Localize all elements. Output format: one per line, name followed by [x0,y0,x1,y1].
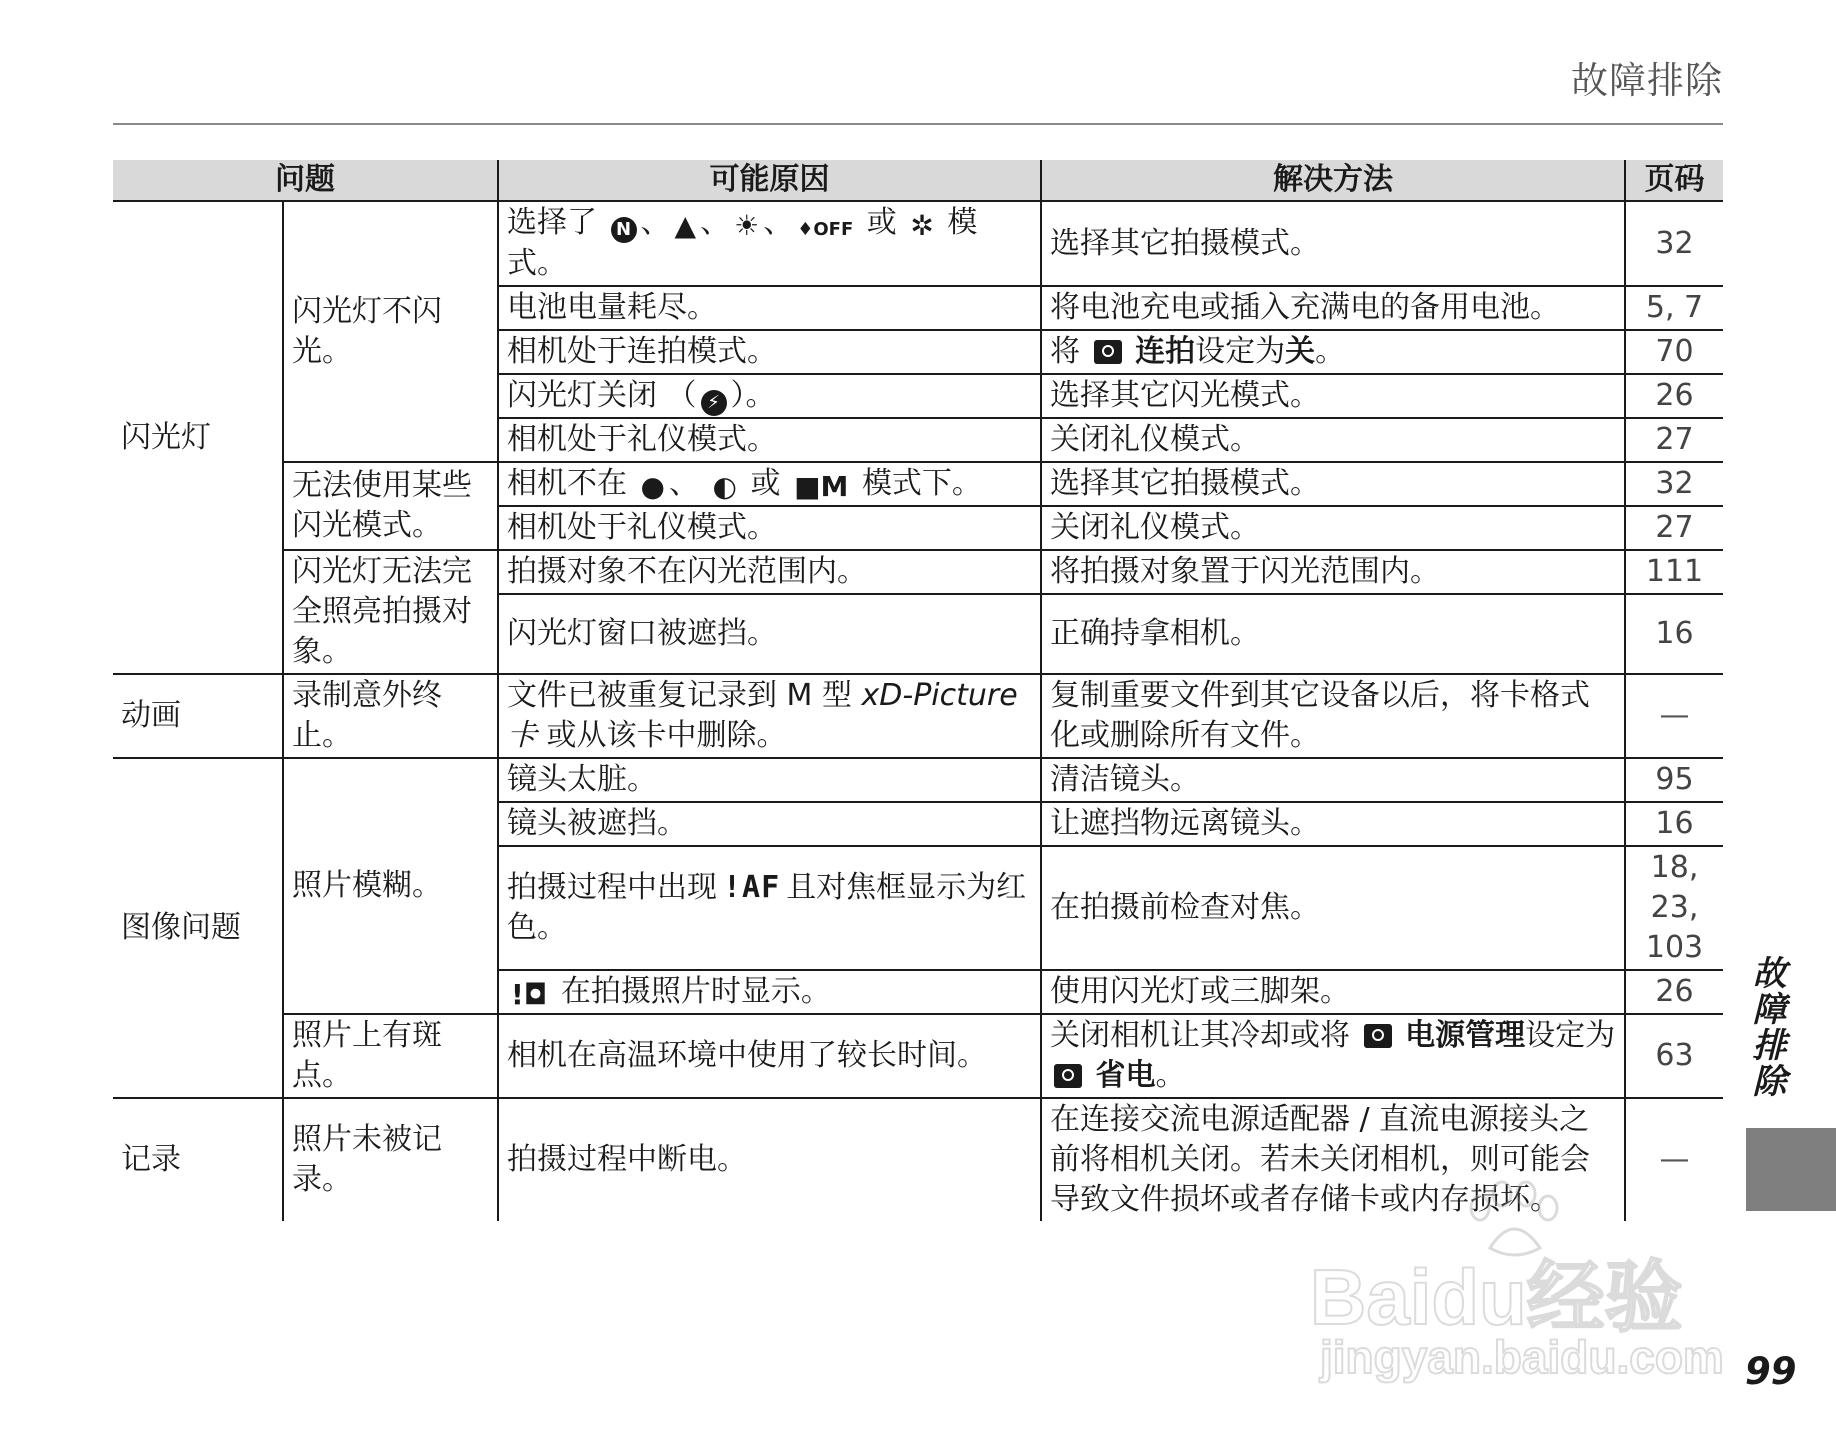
page-cell: 32 [1625,462,1723,506]
issue-movie-stopped: 录制意外终止。 [283,674,498,758]
cause-cell: 拍摄对象不在闪光范围内。 [498,550,1041,594]
issue-photos-mottled: 照片上有斑点。 [283,1014,498,1098]
cause-cell: 文件已被重复记录到 M 型 xD-Picture 卡 或从该卡中删除。 [498,674,1041,758]
solution-cell: 复制重要文件到其它设备以后，将卡格式化或删除所有文件。 [1041,674,1625,758]
cause-cell: 拍摄过程中出现 !AF 且对焦框显示为红色。 [498,846,1041,970]
sunset-icon: ☀ [734,209,760,242]
issue-flash-not-illuminate: 闪光灯无法完全照亮拍摄对象。 [283,550,498,674]
solution-cell: 将 连拍设定为关。 [1041,330,1625,374]
page-cell: 18, 23, 103 [1625,846,1723,970]
page-cell: 111 [1625,550,1723,594]
troubleshooting-table [113,160,1723,1221]
power-save-icon [1054,1064,1082,1088]
header-rule [113,123,1723,125]
chapter-header: 故障排除 [1571,59,1723,102]
page-cell: 63 [1625,1014,1723,1098]
issue-flash-modes-unavailable: 无法使用某些闪光模式。 [283,462,498,550]
solution-cell: 在拍摄前检查对焦。 [1041,846,1625,970]
table-row [113,550,1723,594]
solution-cell: 选择其它拍摄模式。 [1041,201,1625,286]
landscape-icon: ▲ [674,209,697,242]
watermark-sub: jingyan.baidu.com [1320,1331,1724,1383]
group-image: 图像问题 [113,758,283,1098]
page-cell: 27 [1625,418,1723,462]
page-cell: 26 [1625,970,1723,1014]
solution-cell: 让遮挡物远离镜头。 [1041,802,1625,846]
table-header-row [113,160,1723,201]
page-cell: 95 [1625,758,1723,802]
page-number: 99 [1745,1350,1797,1393]
watermark-main: Baidu经验 [1310,1253,1683,1341]
cause-cell: 相机在高温环境中使用了较长时间。 [498,1014,1041,1098]
table-row [113,674,1723,758]
solution-cell: 使用闪光灯或三脚架。 [1041,970,1625,1014]
solution-cell: 关闭礼仪模式。 [1041,418,1625,462]
header-page: 页码 [1625,160,1723,201]
header-solution: 解决方法 [1041,160,1625,201]
group-flash: 闪光灯 [113,201,283,674]
solution-cell: 在连接交流电源适配器 / 直流电源接头之前将相机关闭。若未关闭相机，则可能会导致文件损坏或者存储卡或内存损坏。 [1041,1098,1625,1221]
page-cell: 70 [1625,330,1723,374]
cause-cell: 闪光灯窗口被遮挡。 [498,594,1041,674]
page-cell: 16 [1625,802,1723,846]
table-row [113,201,1723,286]
manual-mode-icon: ■M [794,470,849,503]
cause-cell: 选择了 N 、 ▲ 、 ☀ 、 ♦OFF 或 ✲ 模式。 [498,201,1041,286]
flash-off-icon: ♦OFF [797,219,854,240]
night-mode-icon: N [611,217,637,243]
table-row [113,758,1723,802]
solution-cell: 关闭礼仪模式。 [1041,506,1625,550]
issue-photos-blurred: 照片模糊。 [283,758,498,1014]
cause-cell: 拍摄过程中断电。 [498,1098,1041,1221]
cause-cell: 相机处于礼仪模式。 [498,506,1041,550]
page-cell: 5, 7 [1625,286,1723,330]
cause-cell: 镜头被遮挡。 [498,802,1041,846]
solution-cell: 选择其它闪光模式。 [1041,374,1625,418]
portrait-icon: ● [640,470,665,503]
header-problem: 问题 [113,160,498,201]
group-record: 记录 [113,1098,283,1221]
cause-cell: 相机不在 ● 、 ◐ 或 ■M 模式下。 [498,462,1041,506]
baidu-watermark [1300,1180,1730,1383]
page-cell: — [1625,674,1723,758]
cause-cell: 电池电量耗尽。 [498,286,1041,330]
cause-cell: 相机处于礼仪模式。 [498,418,1041,462]
page-cell: 27 [1625,506,1723,550]
solution-cell: 将拍摄对象置于闪光范围内。 [1041,550,1625,594]
solution-cell: 将电池充电或插入充满电的备用电池。 [1041,286,1625,330]
flash-suppressed-icon: ⚡ [701,390,727,416]
issue-photos-not-recorded: 照片未被记录。 [283,1098,498,1221]
page-cell: — [1625,1098,1723,1221]
shooting-menu-icon [1094,340,1122,364]
page-cell: 32 [1625,201,1723,286]
solution-cell: 清洁镜头。 [1041,758,1625,802]
cause-cell: 镜头太脏。 [498,758,1041,802]
side-tab-label: 故障排除 [1746,955,1786,1099]
fireworks-icon: ✲ [910,209,934,242]
solution-cell: 正确持拿相机。 [1041,594,1625,674]
header-cause: 可能原因 [498,160,1041,201]
table-row [113,462,1723,506]
scene-mode-icon: ◐ [712,470,737,503]
cause-cell: 闪光灯关闭 （ ⚡ ）。 [498,374,1041,418]
af-warning-icon: !AF [723,870,781,905]
solution-cell: 选择其它拍摄模式。 [1041,462,1625,506]
cause-cell: !◘ 在拍摄照片时显示。 [498,970,1041,1014]
side-tab-block [1746,1128,1836,1211]
setup-menu-icon [1364,1024,1392,1048]
cause-cell: 相机处于连拍模式。 [498,330,1041,374]
page-cell: 16 [1625,594,1723,674]
issue-flash-not-fire: 闪光灯不闪光。 [283,201,498,462]
solution-cell: 关闭相机让其冷却或将 电源管理设定为 省电。 [1041,1014,1625,1098]
table-row [113,1014,1723,1098]
page-cell: 26 [1625,374,1723,418]
camera-shake-icon: !◘ [511,978,548,1011]
group-movie: 动画 [113,674,283,758]
